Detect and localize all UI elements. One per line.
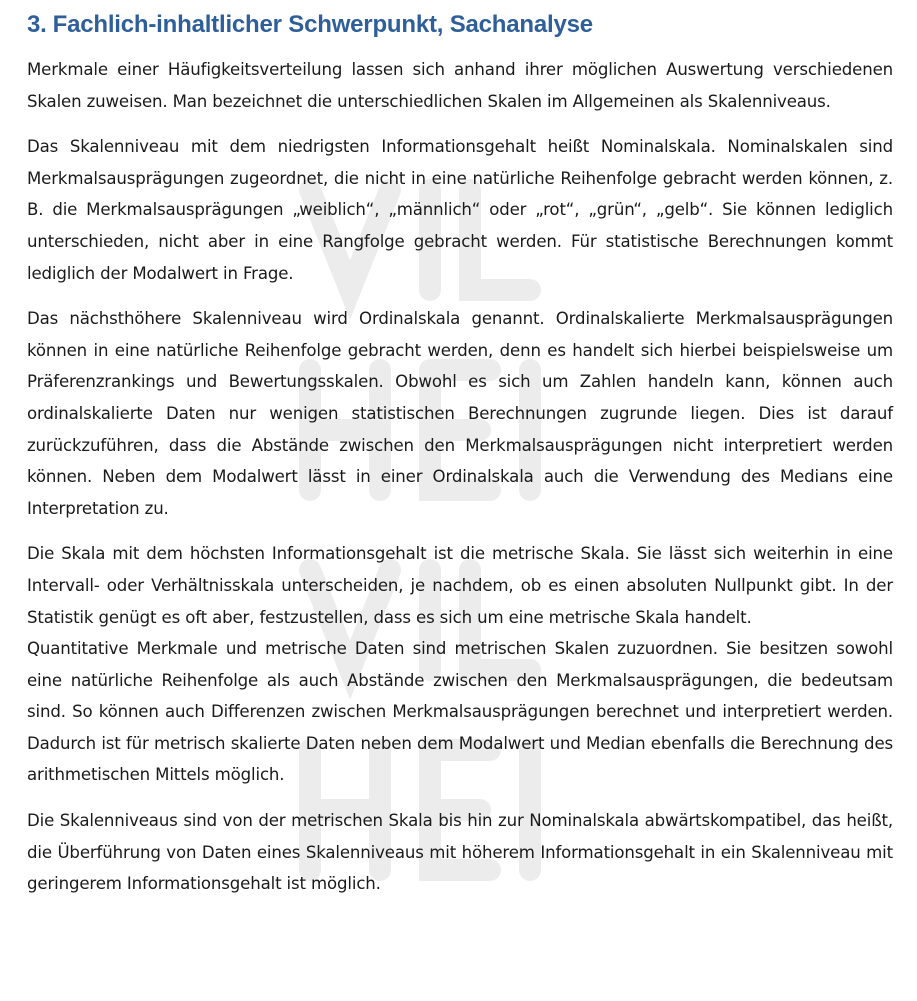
- document-page: [27, 8, 893, 900]
- paragraph-nominal-scale: Das Skalenniveau mit dem niedrigsten Informationsgehalt heißt Nominalskala. Nominalskalen sind Merkmalsausprägungen zugeordnet, die nicht in eine natürliche Reihenfolge gebracht werden können, z. B. die Merkmalsausprägungen „weiblich“, „männlich“ oder „rot“, „grün“, „gelb“. Sie können lediglich unterschieden, nicht aber in eine Rangfolge gebracht werden. Für statistische Berechnungen kommt lediglich der Modalwert in Frage.: [27, 137, 893, 283]
- paragraph-compatibility: Die Skalenniveaus sind von der metrischen Skala bis hin zur Nominalskala abwärtskompatibel, das heißt, die Überführung von Daten eines Skalenniveaus mit höherem Informationsgehalt in ein Skalenniveau mit geringerem Informationsgehalt ist möglich.: [27, 811, 893, 894]
- paragraph-quantitative-features: Quantitative Merkmale und metrische Daten sind metrischen Skalen zuzuordnen. Sie besitzen sowohl eine natürliche Reihenfolge als auch Abstände zwischen den Merkmalsausprägungen, die bedeutsam sind. So können auch Differenzen zwischen Merkmalsausprägungen berechnet und interpretiert werden. Dadurch ist für metrisch skalierte Daten neben dem Modalwert und Median ebenfalls die Berechnung des arithmetischen Mittels möglich.: [27, 639, 893, 785]
- paragraph-ordinal-scale: Das nächsthöhere Skalenniveau wird Ordinalskala genannt. Ordinalskalierte Merkmalsausprägungen können in eine natürliche Reihenfolge gebracht werden, denn es handelt sich hierbei beispielsweise um Präferenzrankings und Bewertungsskalen. Obwohl es sich um Zahlen handeln kann, können auch ordinalskalierte Daten nur wenigen statistischen Berechnungen zugrunde liegen. Dies ist darauf zurückzuführen, dass die Abstände zwischen den Merkmalsausprägungen nicht interpretiert werden können. Neben dem Modalwert lässt in einer Ordinalskala auch die Verwendung des Medians eine Interpretation zu.: [27, 309, 893, 518]
- paragraph-intro: Merkmale einer Häufigkeitsverteilung lassen sich anhand ihrer möglichen Auswertung verschiedenen Skalen zuweisen. Man bezeichnet die unterschiedlichen Skalen im Allgemeinen als Skalenniveaus.: [27, 60, 893, 111]
- section-heading: [27, 8, 893, 42]
- paragraph-metric-scale: Die Skala mit dem höchsten Informationsgehalt ist die metrische Skala. Sie lässt sich weiterhin in eine Intervall- oder Verhältnisskala unterscheiden, je nachdem, ob es einen absoluten Nullpunkt gibt. In der Statistik genügt es oft aber, festzustellen, dass es sich um eine metrische Skala handelt.: [27, 544, 893, 627]
- section-number: 3.: [27, 11, 47, 38]
- section-title: Fachlich-inhaltlicher Schwerpunkt, Sachanalyse: [52, 11, 593, 38]
